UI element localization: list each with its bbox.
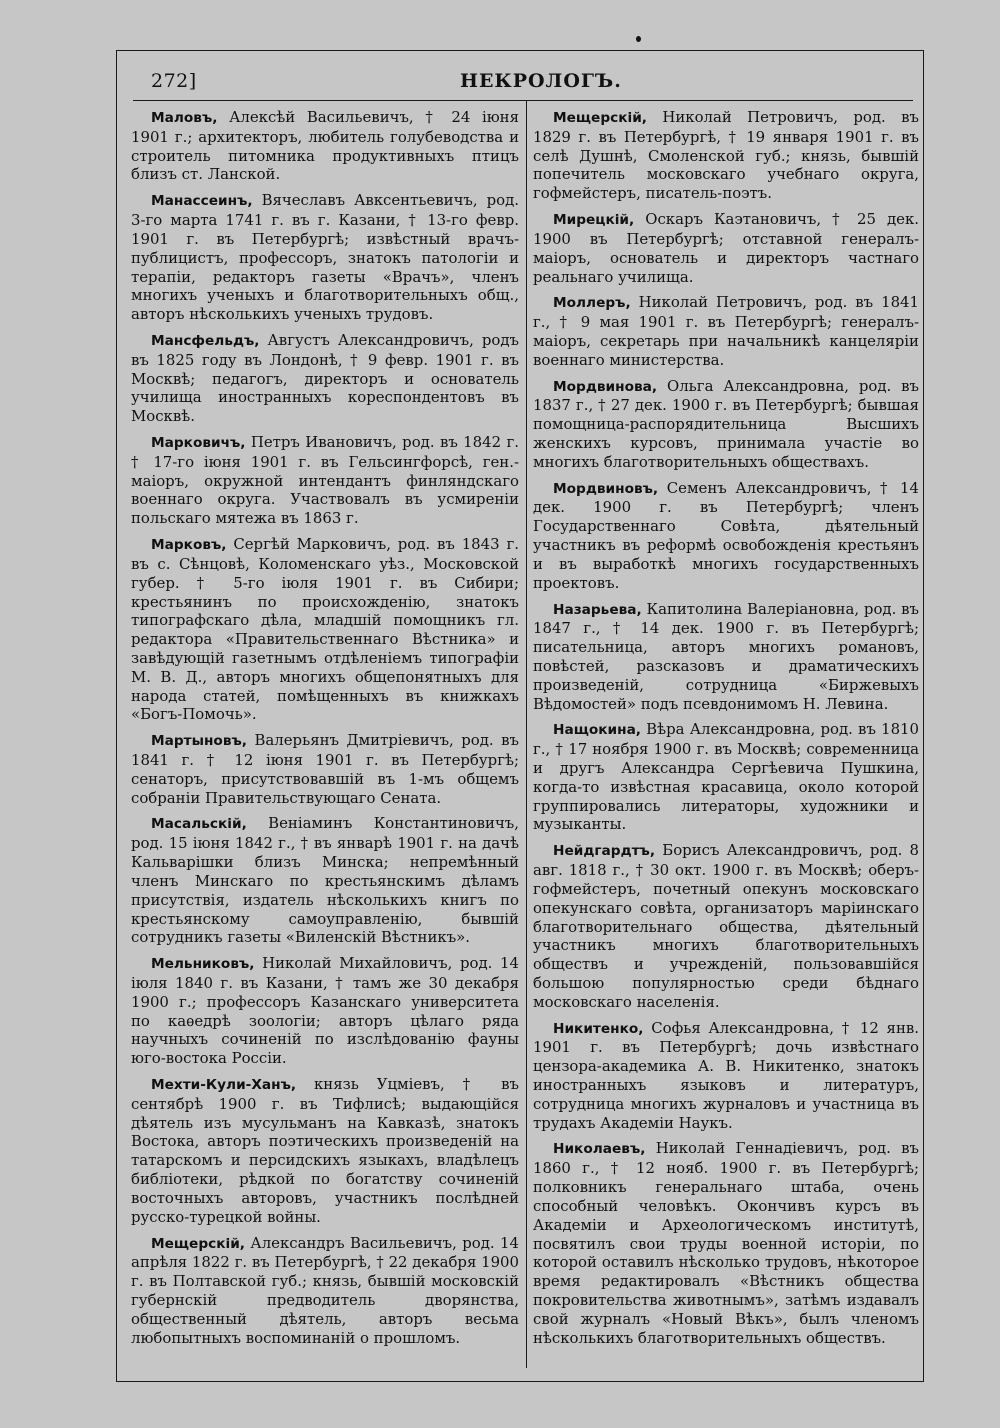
entry-text: Валерьянъ Дмитріевичъ, род. въ 1841 г. † 12 іюня 1901 г. въ Петербургѣ; сенаторъ, присутствовавшій въ 1-мъ общемъ собраніи Правительствующаго Сената. — [131, 731, 519, 807]
entry-name: Марковичъ, — [151, 435, 246, 451]
entry-name: Назарьева, — [553, 601, 642, 618]
obituary-entry — [533, 210, 919, 286]
entry-name: Мансфельдъ, — [151, 332, 260, 349]
entry-text: Веніаминъ Константиновичъ, род. 15 іюня 1842 г., † въ январѣ 1901 г. на дачѣ Кальварішки близъ Минска; непремѣнный членъ Минскаго по крестьянскимъ дѣламъ присутствія, издатель нѣсколькихъ книгъ по крестьянскому самоуправленію, бывшій сотрудникъ газеты «Виленскій Вѣстникъ». — [131, 814, 519, 947]
entry-name: Никитенко, — [553, 1020, 644, 1037]
obituary-entry — [131, 1234, 519, 1348]
entry-text: Софья Александровна, † 12 янв. 1901 г. въ Петербургѣ; дочь извѣстнаго цензора-академика А. В. Никитенко, знатокъ иностранныхъ языковъ и литературъ, сотрудница многихъ журналовъ и участница въ трудахъ Академіи Наукъ. — [533, 1018, 919, 1132]
entry-text: Ольга Александровна, род. въ 1837 г., † 27 дек. 1900 г. въ Петербургѣ; бывшая помощница-распорядительница Высшихъ женскихъ курсовъ, принимала участіе во многихъ благотворительныхъ обществахъ. — [533, 376, 919, 471]
left-column — [131, 108, 519, 1354]
obituary-entry — [533, 1139, 919, 1347]
entry-name: Мещерскій, — [151, 1235, 246, 1252]
entry-text: Сергѣй Марковичъ, род. въ 1843 г. въ с. Сѣнцовѣ, Коломенскаго уѣз., Московской губер. † 5-го іюля 1901 г. въ Сибири; крестьянинъ по происхожденію, знатокъ типографскаго дѣла, младшій помощникъ гл. редактора «Правительственнаго Вѣстника» и завѣдующій газетнымъ отдѣленіемъ типографіи М. В. Д., авторъ многихъ общепонятныхъ для народа статей, помѣщенныхъ въ книжкахъ «Богъ-Помочь». — [131, 535, 519, 724]
obituary-entry — [131, 954, 519, 1068]
entry-text: Николай Михайловичъ, род. 14 іюля 1840 г. въ Казани, † тамъ же 30 декабря 1900 г.; профессоръ Казанскаго университета по каѳедрѣ зоологіи; авторъ цѣлаго ряда научныхъ сочиненій по изслѣдованію фауны юго-востока Россіи. — [131, 954, 519, 1068]
obituary-entry — [533, 293, 919, 369]
obituary-entry — [533, 1019, 919, 1133]
entry-text: Николай Геннадіевичъ, род. въ 1860 г., † 12 нояб. 1900 г. въ Петербургѣ; полковникъ генеральнаго штаба, очень способный человѣкъ. Окончивъ курсъ въ Академіи и Археологическомъ институтѣ, посвятилъ свои труды военной исторіи, по которой оставилъ нѣсколько трудовъ, нѣкоторое время редактировалъ «Вѣстникъ общества покровительства животнымъ», затѣмъ издавалъ свой журналъ «Новый Вѣкъ», былъ членомъ нѣсколькихъ благотворительныхъ обществъ. — [533, 1139, 919, 1347]
obituary-entry — [533, 600, 919, 714]
column-divider — [526, 100, 527, 1368]
right-column — [533, 108, 919, 1354]
entry-name: Мехти-Кули-Ханъ, — [151, 1077, 297, 1093]
obituary-entry — [533, 720, 919, 834]
obituary-entry — [131, 1075, 519, 1227]
entry-text: Алексѣй Васильевичъ, † 24 іюня 1901 г.; архитекторъ, любитель голубеводства и строитель питомника продуктивныхъ птицъ близъ ст. Ланской. — [131, 108, 519, 184]
header-rule — [133, 100, 913, 101]
entry-name: Маловъ, — [151, 110, 218, 126]
running-title: НЕКРОЛОГЪ. — [460, 70, 622, 92]
entry-name: Мирецкій, — [553, 212, 635, 229]
entry-name: Манассеинъ, — [151, 193, 253, 210]
obituary-entry — [131, 814, 519, 947]
obituary-entry — [533, 377, 919, 472]
obituary-entry — [533, 479, 919, 593]
entry-name: Марковъ, — [151, 537, 227, 554]
obituary-entry — [131, 433, 519, 528]
entry-text: Александръ Васильевичъ, род. 14 апрѣля 1822 г. въ Петербургѣ, † 22 декабря 1900 г. въ Полтавской губ.; князь, бывшій московскій губернскій предводитель дворянства, общественный дѣятель, авторъ весьма любопытныхъ воспоминаній о прошломъ. — [131, 1233, 519, 1347]
entry-name: Мартыновъ, — [151, 733, 247, 750]
entry-name: Нейдгардтъ, — [553, 843, 656, 860]
entry-name: Мордвинова, — [553, 378, 658, 395]
entry-text: Николай Петровичъ, род. въ 1829 г. въ Петербургѣ, † 19 января 1901 г. въ селѣ Душнѣ, Смоленской губ.; князь, бывшій попечитель московскаго учебнаго округа, гофмейстеръ, писатель-поэтъ. — [533, 108, 919, 203]
entry-text: Семенъ Александровичъ, † 14 дек. 1900 г. въ Петербургѣ; членъ Государственнаго Совѣта, дѣятельный участникъ въ реформѣ освобожденія крестьянъ и въ выработкѣ многихъ государственныхъ проектовъ. — [533, 478, 919, 592]
entry-text: Николай Петровичъ, род. въ 1841 г., † 9 мая 1901 г. въ Петербургѣ; генералъ-маіоръ, секретарь при начальникѣ канцеляріи военнаго министерства. — [533, 293, 919, 369]
entry-text: князь Уцміевъ, † въ сентябрѣ 1900 г. въ Тифлисѣ; выдающійся дѣятель изъ мусульманъ на Кавказѣ, знатокъ Востока, авторъ поэтическихъ произведеній на татарскомъ и персидскихъ языкахъ, владѣлецъ библіотеки, рѣдкой по богатству сочиненій восточныхъ авторовъ, участникъ послѣдней русско-турецкой войны. — [131, 1075, 519, 1226]
entry-name: Нащокина, — [553, 722, 641, 739]
obituary-entry — [131, 108, 519, 184]
entry-name: Моллеръ, — [553, 295, 631, 312]
entry-text: Оскаръ Каэтановичъ, † 25 дек. 1900 въ Петербургѣ; отставной генералъ-маіоръ, основатель и директоръ частнаго реальнаго училища. — [533, 210, 919, 286]
entry-name: Мельниковъ, — [151, 956, 255, 973]
obituary-entry — [131, 731, 519, 807]
entry-name: Масальскій, — [151, 816, 247, 833]
entry-name: Мордвиновъ, — [553, 480, 659, 497]
page-number: 272] — [151, 70, 197, 92]
obituary-entry — [131, 191, 519, 324]
entry-text: Вячеславъ Авксентьевичъ, род. 3-го марта 1741 г. въ г. Казани, † 13-го февр. 1901 г. въ Петербургѣ; извѣстный врачъ-публицистъ, профессоръ, знатокъ патологіи и терапіи, редакторъ газеты «Врачъ», членъ многихъ ученыхъ и благотворительныхъ общ., авторъ нѣсколькихъ ученыхъ трудовъ. — [131, 191, 519, 324]
entry-name: Николаевъ, — [553, 1141, 646, 1158]
entry-text: Августъ Александровичъ, родъ въ 1825 году въ Лондонѣ, † 9 февр. 1901 г. въ Москвѣ; педагогъ, директоръ и основатель училища иностранныхъ кореспондентовъ въ Москвѣ. — [131, 330, 519, 426]
obituary-entry — [533, 108, 919, 203]
obituary-entry — [533, 841, 919, 1011]
ink-speck — [636, 36, 641, 42]
obituary-entry — [131, 331, 519, 426]
entry-text: Вѣра Александровна, род. въ 1810 г., † 17 ноября 1900 г. въ Москвѣ; современница и другъ Александра Сергѣевича Пушкина, когда-то извѣстная красавица, около которой группировались литераторы, художники и музыканты. — [533, 720, 919, 834]
entry-name: Мещерскій, — [553, 110, 648, 126]
entry-text: Капитолина Валеріановна, род. въ 1847 г., † 14 дек. 1900 г. въ Петербургѣ; писательница, авторъ многихъ романовъ, повѣстей, разсказовъ и драматическихъ произведеній, сотрудница «Биржевыхъ Вѣдомостей» подъ псевдонимомъ Н. Левина. — [533, 599, 919, 713]
obituary-entry — [131, 535, 519, 724]
entry-text: Петръ Ивановичъ, род. въ 1842 г. † 17-го іюня 1901 г. въ Гельсингфорсѣ, ген.-маіоръ, окружной интендантъ финляндскаго военнаго округа. Участвовалъ въ усмиреніи польскаго мятежа въ 1863 г. — [131, 433, 519, 528]
entry-text: Борисъ Александровичъ, род. 8 авг. 1818 г., † 30 окт. 1900 г. въ Москвѣ; оберъ-гофмейстеръ, почетный опекунъ московскаго опекунскаго совѣта, организаторъ маріинскаго благотворительнаго общества, дѣятельный участникъ многихъ благотворительныхъ обществъ и учрежденій, пользовавшійся большою популярностью среди бѣднаго московскаго населенія. — [533, 841, 919, 1011]
